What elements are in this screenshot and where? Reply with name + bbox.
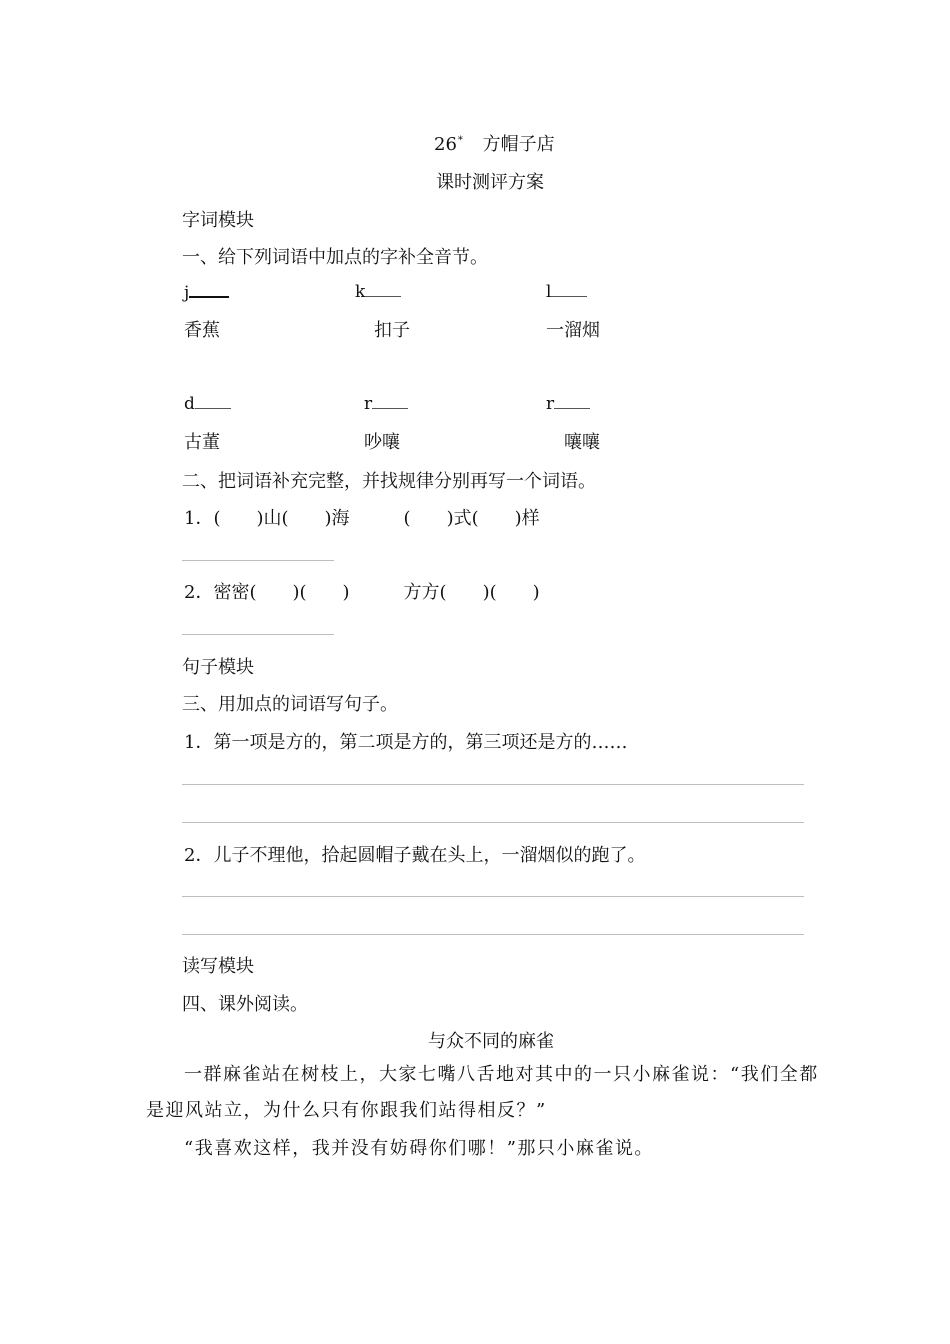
pinyin-blank[interactable] [355, 282, 401, 302]
page-subtitle: 课时测评方案 [436, 172, 544, 193]
word-item: 扣子 [374, 320, 410, 341]
answer-line[interactable] [182, 822, 804, 823]
lesson-heading [434, 130, 555, 156]
pinyin-initial: d [184, 394, 195, 414]
word-item: 一溜烟 [546, 320, 600, 341]
pinyin-initial: r [364, 394, 373, 414]
pinyin-initial: l [546, 282, 552, 302]
section-heading-sentences: 句子模块 [182, 657, 254, 678]
answer-line[interactable] [182, 784, 804, 785]
answer-line[interactable] [182, 634, 334, 635]
fill-in-line-2[interactable]: 2．密密( )( ) 方方( )( ) [184, 582, 540, 603]
lesson-number: 26 [434, 134, 457, 155]
answer-line[interactable] [182, 934, 804, 935]
story-paragraph-line: 是迎风站立，为什么只有你跟我们站得相反？” [146, 1100, 547, 1121]
word-item: 嚷嚷 [564, 432, 600, 453]
story-paragraph-line: 一群麻雀站在树枝上，大家七嘴八舌地对其中的一只小麻雀说：“我们全都 [184, 1064, 819, 1085]
word-item: 香蕉 [184, 320, 220, 341]
answer-line[interactable] [182, 896, 804, 897]
word-item: 吵嚷 [364, 432, 400, 453]
lesson-title: 方帽子店 [482, 134, 555, 155]
story-title: 与众不同的麻雀 [428, 1031, 554, 1052]
question-1-title: 一、给下列词语中加点的字补全音节。 [182, 247, 488, 268]
pinyin-blank[interactable] [546, 394, 590, 414]
pinyin-blank[interactable] [184, 282, 229, 303]
fill-in-line-1[interactable]: 1．( )山( )海 ( )式( )样 [184, 508, 540, 529]
pinyin-blank[interactable] [184, 394, 231, 414]
story-paragraph: “我喜欢这样，我并没有妨碍你们哪！”那只小麻雀说。 [184, 1138, 654, 1159]
sentence-prompt-2: 2．儿子不理他，拾起圆帽子戴在头上，一溜烟似的跑了。 [184, 845, 646, 866]
pinyin-initial: r [546, 394, 555, 414]
section-heading-words: 字词模块 [182, 210, 254, 231]
pinyin-initial: j [184, 283, 190, 303]
question-2-title: 二、把词语补充完整，并找规律分别再写一个词语。 [182, 471, 596, 492]
section-heading-reading: 读写模块 [182, 956, 254, 977]
answer-line[interactable] [182, 560, 334, 561]
word-item: 古董 [184, 432, 220, 453]
pinyin-blank[interactable] [364, 394, 408, 414]
pinyin-blank[interactable] [546, 282, 587, 302]
lesson-mark: * [457, 135, 463, 146]
question-4-title: 四、课外阅读。 [182, 994, 308, 1015]
pinyin-initial: k [355, 282, 366, 302]
sentence-prompt-1: 1．第一项是方的，第二项是方的，第三项还是方的…… [184, 732, 628, 753]
question-3-title: 三、用加点的词语写句子。 [182, 694, 398, 715]
